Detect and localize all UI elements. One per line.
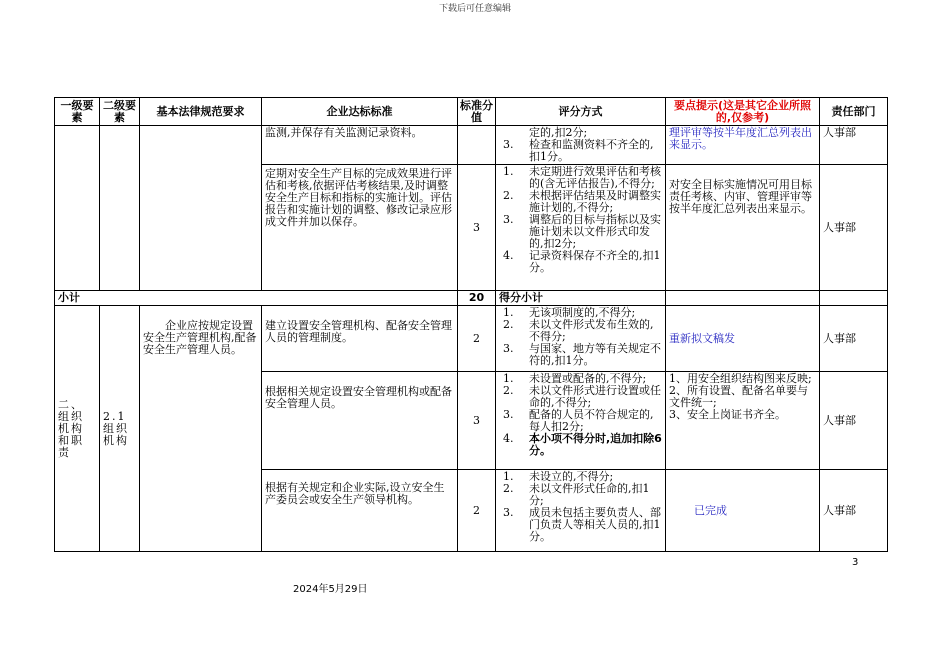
section-level1-cell: 二、组织机构和职责 xyxy=(55,306,100,552)
scoring-item-text: 本小项不得分时,追加扣除6分。 xyxy=(529,432,662,457)
hint-cell: 对安全目标实施情况可用目标责任考核、内审、管理评审等按半年度汇总列表出来显示。 xyxy=(666,165,820,291)
scoring-item-text: 未以文件形式进行设置或任命的,不得分; xyxy=(529,384,661,409)
score-cell: 2 xyxy=(458,470,496,552)
standard-cell: 根据相关规定设置安全管理机构或配备安全管理人员。 xyxy=(262,372,458,470)
scoring-item-text: 配备的人员不符合规定的,每人扣2分; xyxy=(529,408,654,433)
hint-cell: 重新拟文稿发 xyxy=(666,306,820,372)
scoring-item-number: 3. xyxy=(503,213,514,226)
scoring-item-text: 定的,扣2分; xyxy=(529,126,588,139)
scoring-item xyxy=(499,409,662,433)
scoring-item-text: 记录资料保存不齐全的,扣1分。 xyxy=(529,249,661,274)
scoring-item-number: 2. xyxy=(503,482,514,495)
scoring-item-number: 3. xyxy=(503,138,514,151)
scoring-item xyxy=(499,190,662,214)
scoring-item-number: 1. xyxy=(503,165,514,178)
standard-cell: 监测,并保存有关监测记录资料。 xyxy=(262,126,458,165)
dept-cell: 人事部 xyxy=(820,126,888,165)
scoring-item xyxy=(499,507,662,543)
header-hint: 要点提示(这是其它企业所照的,仅参考) xyxy=(666,98,820,126)
scoring-item-number: 2. xyxy=(503,318,514,331)
scoring-item-text: 未定期进行效果评估和考核的(含无评估报告),不得分; xyxy=(529,165,661,190)
scoring-item-text: 未设立的,不得分; xyxy=(529,470,614,483)
scoring-item-number: 3. xyxy=(503,342,514,355)
header-method: 评分方式 xyxy=(496,98,666,126)
scoring-item-number: 1. xyxy=(503,306,514,319)
scoring-item-number: 1. xyxy=(503,372,514,385)
method-cell xyxy=(496,470,666,552)
scoring-item xyxy=(499,483,662,507)
page-number: 3 xyxy=(852,557,859,568)
date-footer: 2024年5月29日 xyxy=(293,584,368,595)
scoring-item-text: 未根据评估结果及时调整实施计划的,不得分; xyxy=(529,189,661,214)
scoring-item-number: 3. xyxy=(503,408,514,421)
header-law: 基本法律规范要求 xyxy=(140,98,262,126)
level2-cell-empty xyxy=(100,126,140,291)
law-cell-empty xyxy=(140,126,262,291)
scoring-item-number: 1. xyxy=(503,470,514,483)
table-row xyxy=(55,306,888,372)
standard-cell: 建立设置安全管理机构、配备安全管理人员的管理制度。 xyxy=(262,306,458,372)
evaluation-table xyxy=(54,97,888,552)
header-level2: 二级要素 xyxy=(100,98,140,126)
dept-cell: 人事部 xyxy=(820,165,888,291)
dept-cell: 人事部 xyxy=(820,470,888,552)
table-row xyxy=(55,126,888,165)
subtotal-dept-empty xyxy=(820,291,888,306)
subtotal-hint-empty xyxy=(666,291,820,306)
header-score: 标准分值 xyxy=(458,98,496,126)
scoring-item xyxy=(499,214,662,250)
level1-cell-empty xyxy=(55,126,100,291)
dept-cell: 人事部 xyxy=(820,306,888,372)
scoring-item xyxy=(499,166,662,190)
scoring-item-text: 未设置或配备的,不得分; xyxy=(529,372,647,385)
score-cell-empty xyxy=(458,126,496,165)
subtotal-label: 小计 xyxy=(55,291,458,306)
scoring-item xyxy=(499,343,662,367)
score-cell: 3 xyxy=(458,372,496,470)
scoring-item xyxy=(499,319,662,343)
scoring-item-number: 3. xyxy=(503,506,514,519)
scoring-item-text: 未以文件形式发布生效的,不得分; xyxy=(529,318,654,343)
subtotal-score: 20 xyxy=(458,291,496,306)
scoring-item-text: 与国家、地方等有关规定不符的,扣1分。 xyxy=(529,342,661,367)
subtotal-row xyxy=(55,291,888,306)
scoring-item-text: 无该项制度的,不得分; xyxy=(529,306,636,319)
header-row xyxy=(55,98,888,126)
hint-cell: 1、用安全组织结构图来反映; 2、所有设置、配备名单要与文件统一; 3、安全上岗证书齐全。 xyxy=(666,372,820,470)
scoring-item xyxy=(499,385,662,409)
header-standard: 企业达标标准 xyxy=(262,98,458,126)
score-cell: 3 xyxy=(458,165,496,291)
scoring-item-text: 成员未包括主要负责人、部门负责人等相关人员的,扣1分。 xyxy=(529,506,661,543)
method-cell xyxy=(496,126,666,165)
header-level1: 一级要素 xyxy=(55,98,100,126)
standard-cell: 根据有关规定和企业实际,设立安全生产委员会或安全生产领导机构。 xyxy=(262,470,458,552)
dept-cell: 人事部 xyxy=(820,372,888,470)
method-cell xyxy=(496,372,666,470)
hint-cell: 理评审等按半年度汇总列表出来显示。 xyxy=(666,126,820,165)
score-cell: 2 xyxy=(458,306,496,372)
scoring-item xyxy=(499,250,662,274)
section-law-cell: 企业应按规定设置安全生产管理机构,配备安全生产管理人员。 xyxy=(140,306,262,552)
top-note: 下载后可任意编辑 xyxy=(438,4,511,14)
scoring-item-text: 调整后的目标与指标以及实施计划未以文件形式印发的,扣2分; xyxy=(529,213,661,250)
scoring-item-number: 2. xyxy=(503,384,514,397)
scoring-item-text: 未以文件形式任命的,扣1分; xyxy=(529,482,650,507)
scoring-item xyxy=(499,433,662,457)
method-cell xyxy=(496,306,666,372)
scoring-item-text: 检查和监测资料不齐全的,扣1分。 xyxy=(529,138,654,163)
scoring-item xyxy=(499,139,662,163)
header-dept: 责任部门 xyxy=(820,98,888,126)
standard-cell: 定期对安全生产目标的完成效果进行评估和考核,依据评估考核结果,及时调整安全生产目标和指标的实施计划。评估报告和实施计划的调整、修改记录应形成文件并加以保存。 xyxy=(262,165,458,291)
scoring-item-number: 4. xyxy=(503,249,514,262)
scoring-item-number: 2. xyxy=(503,189,514,202)
method-cell xyxy=(496,165,666,291)
section-level2-cell: 2.1组织机构 xyxy=(100,306,140,552)
subtotal-method-label: 得分小计 xyxy=(496,291,666,306)
scoring-item-number: 4. xyxy=(503,432,514,445)
hint-cell: 已完成 xyxy=(666,470,820,552)
